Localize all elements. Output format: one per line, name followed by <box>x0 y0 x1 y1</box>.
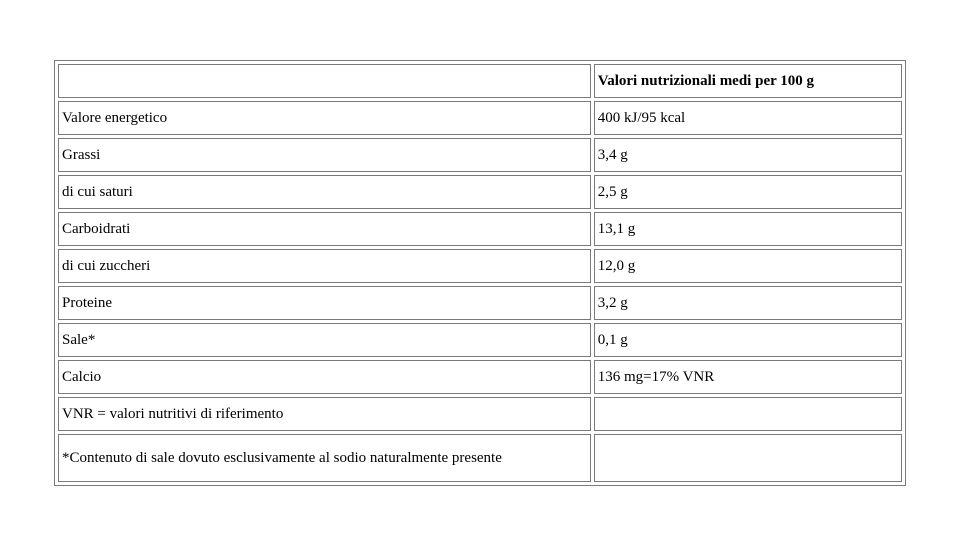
table-row <box>58 249 902 283</box>
nutrient-value: 3,4 g <box>594 138 902 172</box>
table-row <box>58 360 902 394</box>
nutrient-name: di cui saturi <box>58 175 591 209</box>
table-row <box>58 397 902 431</box>
nutrient-name: Proteine <box>58 286 591 320</box>
table-row <box>58 175 902 209</box>
nutrient-name: Calcio <box>58 360 591 394</box>
footnote-vnr-value <box>594 397 902 431</box>
nutrient-value: 0,1 g <box>594 323 902 357</box>
table-row <box>58 434 902 482</box>
header-name-cell <box>58 64 591 98</box>
nutrient-value: 2,5 g <box>594 175 902 209</box>
table-row <box>58 286 902 320</box>
nutrient-value: 3,2 g <box>594 286 902 320</box>
nutrient-value: 12,0 g <box>594 249 902 283</box>
nutrient-value: 136 mg=17% VNR <box>594 360 902 394</box>
nutrient-name: Sale* <box>58 323 591 357</box>
table-row <box>58 212 902 246</box>
nutrient-value: 13,1 g <box>594 212 902 246</box>
footnote-vnr: VNR = valori nutritivi di riferimento <box>58 397 591 431</box>
nutrient-name: di cui zuccheri <box>58 249 591 283</box>
nutrition-table <box>54 60 906 486</box>
nutrient-name: Grassi <box>58 138 591 172</box>
header-value-cell: Valori nutrizionali medi per 100 g <box>594 64 902 98</box>
nutrient-value: 400 kJ/95 kcal <box>594 101 902 135</box>
table-row <box>58 138 902 172</box>
nutrient-name: Valore energetico <box>58 101 591 135</box>
footnote-salt-value <box>594 434 902 482</box>
nutrient-name: Carboidrati <box>58 212 591 246</box>
table-row <box>58 323 902 357</box>
table-header-row <box>58 64 902 98</box>
footnote-salt: *Contenuto di sale dovuto esclusivamente al sodio naturalmente presente <box>58 434 591 482</box>
table-row <box>58 101 902 135</box>
